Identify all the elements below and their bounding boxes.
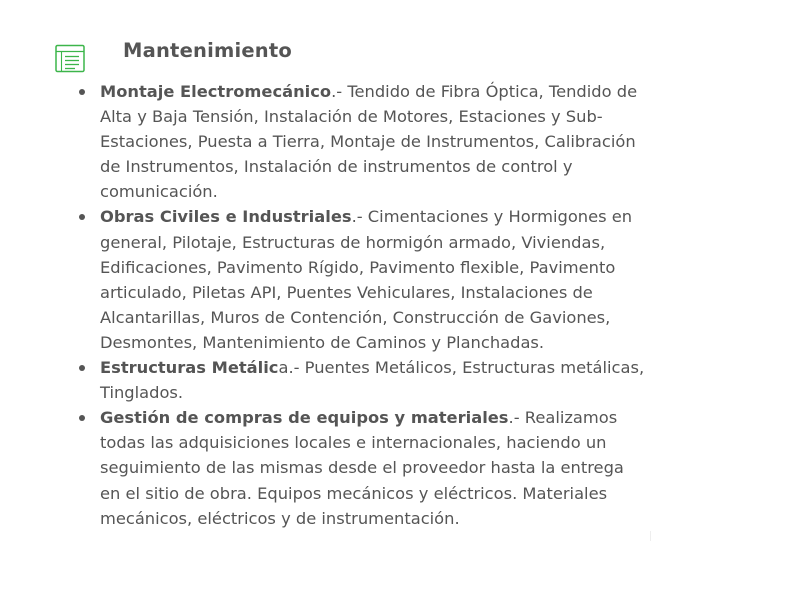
service-title: Montaje Electromecánico — [100, 82, 332, 101]
service-description: .- Cimentaciones y Hormigones en general, Pilotaje, Estructuras de hormigón armado, Viviendas, Edificaciones, Pavimento Rígido, Pavimento flexible, Pavimento articulado, Piletas API, Puentes Vehiculares, Instalaciones de Alcantarillas, Muros de Contención, Construcción de Gaviones, Desmontes, Mantenimiento de Caminos y Planchadas. — [100, 207, 633, 352]
divider — [650, 531, 651, 541]
service-title: Estructuras Metálic — [100, 358, 279, 378]
service-title: Obras Civiles e Industriales — [100, 207, 352, 227]
bullet-icon — [79, 214, 85, 220]
bullet-icon — [79, 365, 85, 371]
service-description: .- Realizamos todas las adquisiciones locales e internacionales, haciendo un seguimiento de las mismas desde el proveedor hasta la entrega en el sitio de obra. Equipos mecánicos y eléctricos. Materiales mecánicos, eléctricos y de instrumentación. — [100, 408, 624, 528]
service-description: .- Puentes Metálicos, Estructuras metálicas, Tinglados. — [100, 358, 645, 403]
document-list-icon — [53, 44, 87, 74]
list-item — [100, 405, 645, 530]
bullet-icon — [79, 89, 85, 95]
list-item — [100, 204, 645, 355]
list-item — [100, 355, 645, 405]
service-description: .- Tendido de Fibra Óptica, Tendido de Alta y Baja Tensión, Instalación de Motores, Estaciones y Sub-Estaciones, Puesta a Tierra, Montaje de Instrumentos, Calibración de Instrumentos, Instalación de instrumentos de control y comunicación. — [100, 82, 638, 202]
service-title-suffix: a — [278, 358, 289, 378]
section-title: Mantenimiento — [123, 39, 292, 62]
services-list — [100, 79, 645, 531]
service-title: Gestión de compras de equipos y materiales — [100, 408, 509, 428]
list-item — [100, 79, 645, 204]
bullet-icon — [79, 415, 85, 421]
